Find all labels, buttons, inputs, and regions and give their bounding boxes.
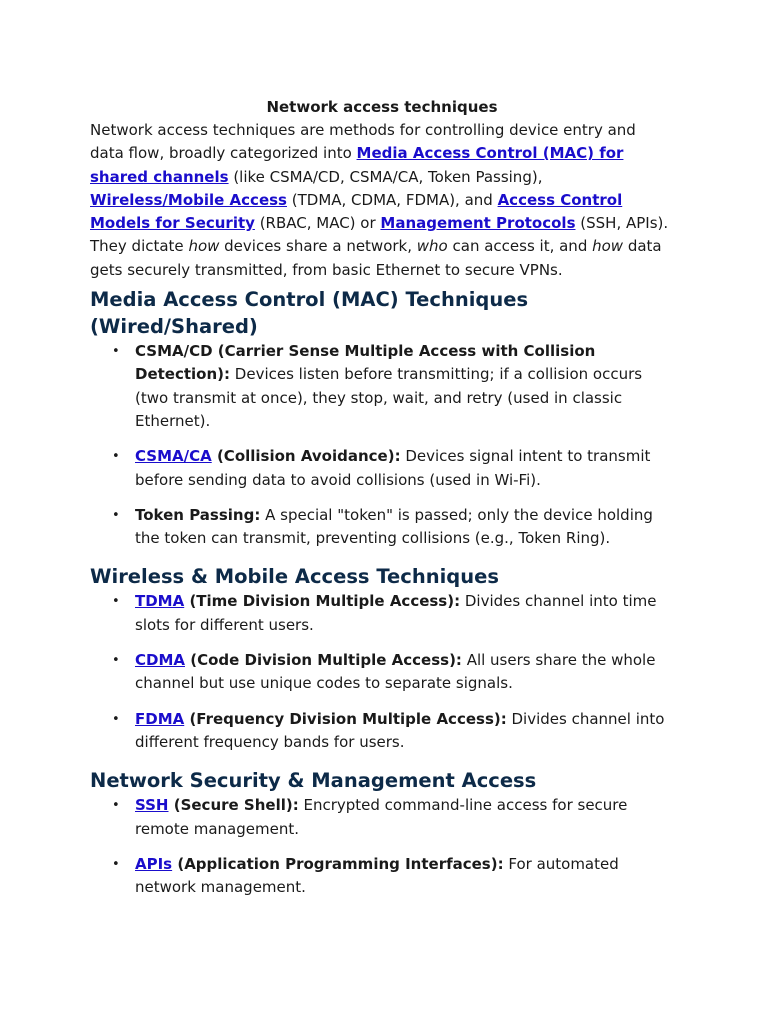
intro-emphasis-how: how xyxy=(188,237,220,256)
link-mac-shared-channels[interactable]: Media Access Control (MAC) for shared channels xyxy=(90,144,624,186)
term-tdma: (Time Division Multiple Access): xyxy=(184,592,461,611)
bullet-icon: • xyxy=(112,711,120,727)
link-management-protocols[interactable]: Management Protocols xyxy=(380,214,576,233)
desc-csma-ca: Devices signal intent to transmit before sending data to avoid collisions (used in Wi-Fi). xyxy=(135,447,651,489)
section-heading-wireless: Wireless & Mobile Access Techniques xyxy=(90,565,499,589)
term-ssh: (Secure Shell): xyxy=(168,796,299,815)
intro-text-2: (like CSMA/CD, CSMA/CA, Token Passing), xyxy=(228,167,543,186)
term-token-passing: Token Passing: xyxy=(135,505,261,524)
term-cdma: (Code Division Multiple Access): xyxy=(185,651,462,670)
section-heading-security-management: Network Security & Management Access xyxy=(90,769,537,793)
bullet-icon: • xyxy=(112,507,120,523)
desc-token-passing: A special "token" is passed; only the device holding the token can transmit, preventing collisions (e.g., Token Ring). xyxy=(135,505,653,548)
intro-text-5: (SSH, APIs). They dictate xyxy=(90,214,669,256)
list-item-csma-ca xyxy=(90,445,674,492)
section-heading-mac: Media Access Control (MAC) Techniques (Wired/Shared) xyxy=(90,288,529,339)
intro-text-4: (RBAC, MAC) or xyxy=(254,214,381,233)
intro-text-3: (TDMA, CDMA, FDMA), and xyxy=(286,190,498,209)
desc-fdma: Divides channel into different frequency bands for users. xyxy=(135,709,665,751)
intro-paragraph xyxy=(90,119,674,282)
term-csma-cd: CSMA/CD (Carrier Sense Multiple Access with Collision Detection): xyxy=(135,342,596,384)
list-item-token-passing xyxy=(90,504,674,551)
term-fdma: (Frequency Division Multiple Access): xyxy=(184,709,507,728)
mac-techniques-list xyxy=(90,340,674,550)
list-item-cdma xyxy=(90,649,674,696)
list-item-apis xyxy=(90,853,674,900)
link-cdma[interactable]: CDMA xyxy=(135,651,185,670)
intro-text-6: devices share a network, xyxy=(219,237,417,256)
intro-text-8: data gets securely transmitted, from basic Ethernet to secure VPNs. xyxy=(90,237,662,279)
link-wireless-mobile-access[interactable]: Wireless/Mobile Access xyxy=(90,190,287,209)
list-item-csma-cd xyxy=(90,340,674,433)
link-csma-ca[interactable]: CSMA/CA xyxy=(135,447,212,466)
bullet-icon: • xyxy=(112,449,120,465)
bullet-icon: • xyxy=(112,594,120,610)
desc-tdma: Divides channel into time slots for different users. xyxy=(135,592,657,634)
bullet-icon: • xyxy=(112,856,120,872)
desc-cdma: All users share the whole channel but use unique codes to separate signals. xyxy=(135,651,656,693)
link-ssh[interactable]: SSH xyxy=(135,796,169,815)
term-csma-ca: (Collision Avoidance): xyxy=(211,447,401,466)
link-tdma[interactable]: TDMA xyxy=(135,592,185,611)
link-access-control-models[interactable]: Access Control Models for Security xyxy=(90,190,623,233)
document-page xyxy=(90,96,674,899)
bullet-icon: • xyxy=(112,798,120,814)
list-item-fdma xyxy=(90,708,674,755)
desc-apis: For automated network management. xyxy=(135,854,619,897)
link-apis[interactable]: APIs xyxy=(135,854,173,873)
security-management-list xyxy=(90,794,674,899)
intro-text-7: can access it, and xyxy=(447,237,593,256)
document-title: Network access techniques xyxy=(266,98,498,116)
bullet-icon: • xyxy=(112,344,120,360)
desc-ssh: Encrypted command-line access for secure remote management. xyxy=(135,796,628,838)
intro-emphasis-how-2: how xyxy=(592,237,624,256)
bullet-icon: • xyxy=(112,653,120,669)
list-item-ssh xyxy=(90,794,674,841)
list-item-tdma xyxy=(90,590,674,637)
intro-emphasis-who: who xyxy=(416,237,448,256)
desc-csma-cd: Devices listen before transmitting; if a collision occurs (two transmit at once), they stop, wait, and retry (used in classic Ethernet). xyxy=(135,365,643,430)
wireless-techniques-list xyxy=(90,590,674,754)
link-fdma[interactable]: FDMA xyxy=(135,709,185,728)
intro-text-1: Network access techniques are methods for controlling device entry and data flow, broadly categorized into xyxy=(90,121,636,163)
term-apis: (Application Programming Interfaces): xyxy=(172,854,504,873)
